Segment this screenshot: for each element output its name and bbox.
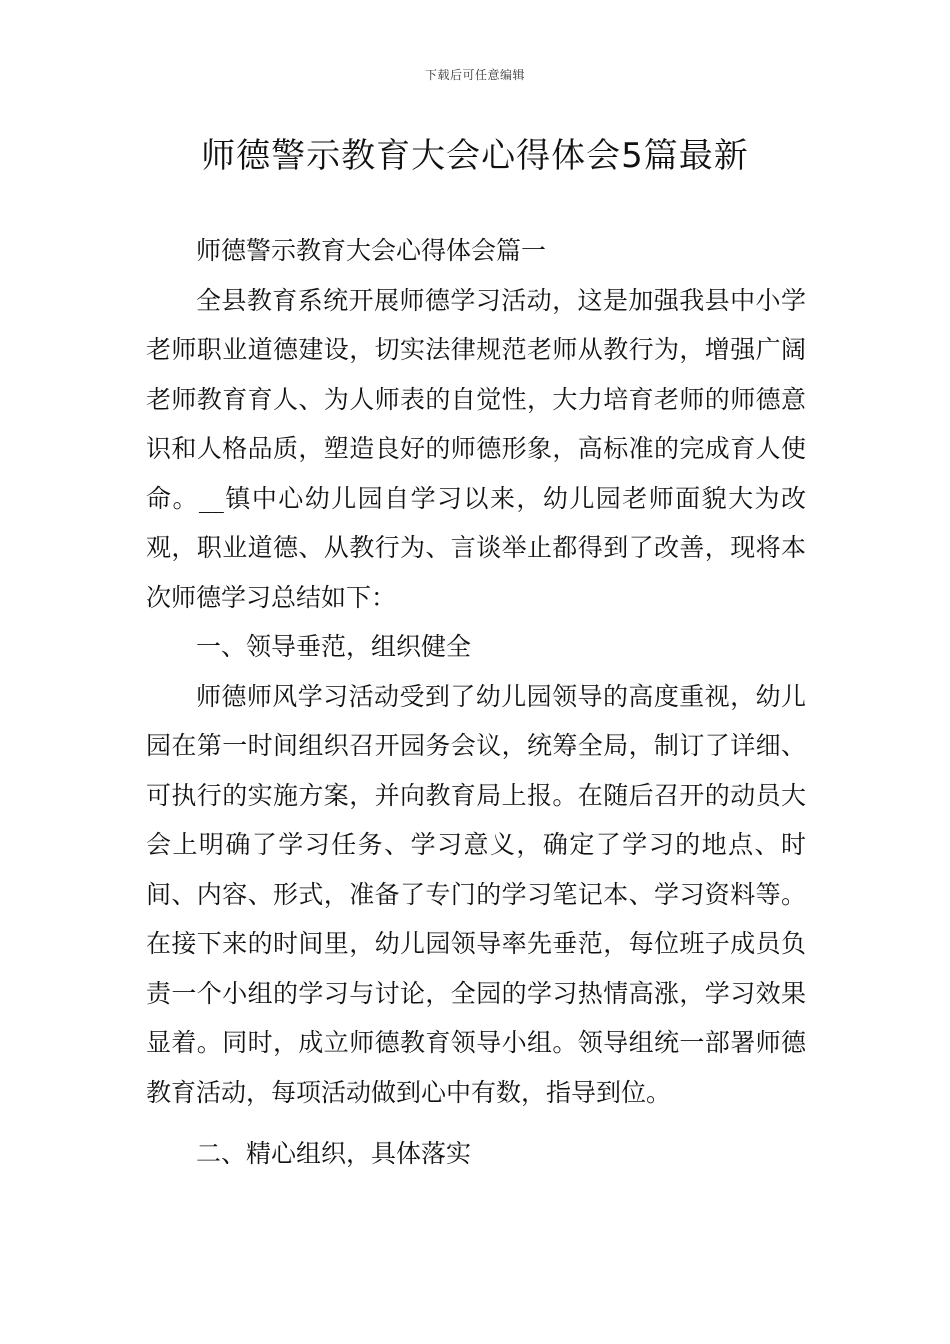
body-paragraph: 师德师风学习活动受到了幼儿园领导的高度重视，幼儿园在第一时间组织召开园务会议，统筹全局，制订了详细、可执行的实施方案，并向教育局上报。在随后召开的动员大会上明确了学习任务、学习意义，确定了学习的地点、时间、内容、形式，准备了专门的学习笔记本、学习资料等。在接下来的时间里，幼儿园领导率先垂范，每位班子成员负责一个小组的学习与讨论，全园的学习热情高涨，学习效果显着。同时，成立师德教育领导小组。领导组统一部署师德教育活动，每项活动做到心中有数，指导到位。 (146, 681, 806, 1107)
section-heading: 师德警示教育大会心得体会篇一 (196, 236, 547, 265)
section-heading: 一、领导垂范，组织健全 (196, 632, 472, 661)
body-paragraph: 全县教育系统开展师德学习活动，这是加强我县中小学老师职业道德建设，切实法律规范老师从教行为，增强广阔老师教育育人、为人师表的自觉性，大力培育老师的师德意识和人格品质，塑造良好的师德形象，高标准的完成育人使命。__镇中心幼儿园自学习以来，幼儿园老师面貌大为改观，职业道德、从教行为、言谈举止都得到了改善，现将本次师德学习总结如下： (146, 285, 806, 612)
document-title: 师德警示教育大会心得体会5篇最新 (201, 136, 749, 176)
document-body (146, 226, 806, 1179)
section-heading: 二、精心组织，具体落实 (196, 1139, 472, 1168)
header-note: 下载后可任意编辑 (424, 68, 525, 82)
